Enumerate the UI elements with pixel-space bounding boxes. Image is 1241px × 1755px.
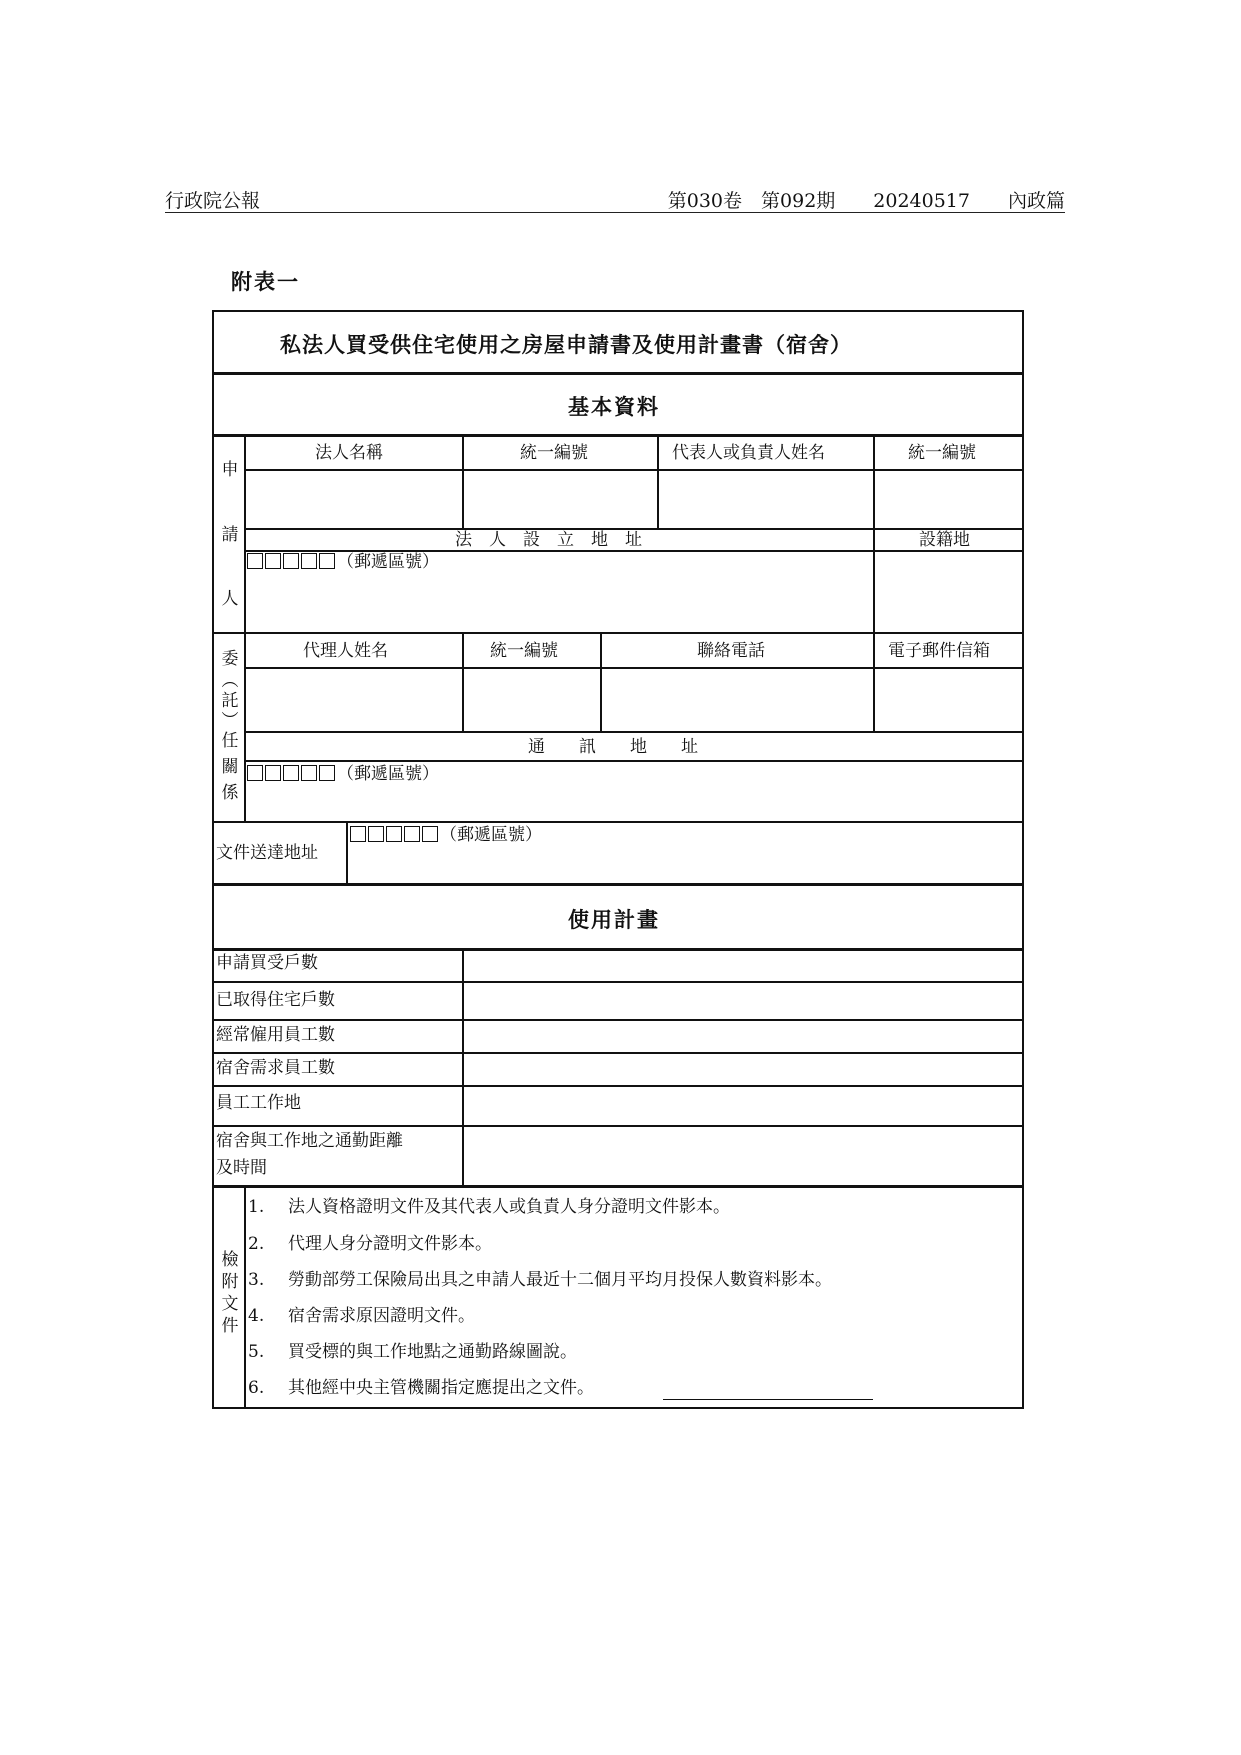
- postal-code-boxes: [350, 826, 542, 844]
- applicant-label-char: 申: [221, 460, 239, 480]
- divider: [244, 667, 1024, 669]
- postal-code-note: （郵遞區號）: [440, 825, 542, 845]
- divider: [346, 821, 348, 883]
- divider: [212, 434, 1024, 437]
- col-header-legal-name: 法人名稱: [315, 443, 383, 463]
- col-header-rep-tax-id: 統一編號: [908, 443, 976, 463]
- plan-row-label: 及時間: [216, 1158, 267, 1178]
- divider: [212, 1185, 1024, 1188]
- attachments-label-char: 附: [221, 1272, 239, 1292]
- attachments-label-char: 件: [221, 1316, 239, 1336]
- plan-row-label: 員工工作地: [216, 1093, 301, 1113]
- plan-row-label: 宿舍與工作地之通勤距離: [216, 1131, 403, 1151]
- divider: [244, 434, 246, 634]
- attachment-text: 勞動部勞工保險局出具之申請人最近十二個月平均月投保人數資料影本。: [288, 1270, 832, 1290]
- divider: [873, 632, 875, 732]
- plan-row-label: 宿舍需求員工數: [216, 1058, 335, 1078]
- attachment-text: 法人資格證明文件及其代表人或負責人身分證明文件影本。: [288, 1197, 730, 1217]
- agent-label-char: 關: [221, 757, 239, 777]
- divider: [212, 948, 1024, 951]
- annex-label: 附表一: [231, 269, 300, 294]
- attachment-number: 3.: [248, 1270, 265, 1290]
- postal-code-note: （郵遞區號）: [337, 552, 439, 572]
- postal-code-boxes: [247, 765, 439, 783]
- plan-row-label: 已取得住宅戶數: [216, 990, 335, 1010]
- col-header-contact-address: 通 訊 地 址: [528, 737, 698, 757]
- attachment-number: 6.: [248, 1378, 265, 1398]
- divider: [462, 948, 464, 1186]
- attachment-number: 2.: [248, 1234, 265, 1254]
- applicant-label-char: 人: [221, 589, 239, 609]
- attachment-number: 1.: [248, 1197, 265, 1217]
- divider: [212, 1085, 1024, 1087]
- col-header-agent-name: 代理人姓名: [303, 641, 388, 661]
- divider: [212, 981, 1024, 983]
- col-header-phone: 聯絡電話: [697, 641, 765, 661]
- section-basic-title: 基本資料: [568, 394, 660, 419]
- divider: [212, 1052, 1024, 1054]
- divider: [244, 760, 1024, 762]
- divider: [212, 821, 1024, 823]
- gazette-header: [165, 186, 1065, 213]
- divider: [212, 632, 1024, 634]
- col-header-representative: 代表人或負責人姓名: [672, 443, 825, 463]
- attachment-fill-in-line: [663, 1399, 873, 1400]
- divider: [212, 883, 1024, 886]
- divider: [657, 434, 659, 528]
- agent-label-char: 任: [221, 731, 239, 751]
- attachment-text: 其他經中央主管機關指定應提出之文件。: [288, 1378, 594, 1398]
- agent-label-char: ︵: [221, 671, 239, 691]
- agent-label-char: 係: [221, 783, 239, 803]
- attachments-label-char: 檢: [221, 1250, 239, 1270]
- divider: [244, 469, 1024, 471]
- attachments-label-char: 文: [221, 1294, 239, 1314]
- col-header-email: 電子郵件信箱: [888, 641, 990, 661]
- attachment-text: 宿舍需求原因證明文件。: [288, 1306, 475, 1326]
- applicant-label-char: 請: [221, 525, 239, 545]
- col-header-legal-address: 法 人 設 立 地 址: [455, 530, 642, 550]
- attachment-text: 代理人身分證明文件影本。: [288, 1234, 492, 1254]
- divider: [244, 632, 246, 822]
- divider: [244, 1185, 246, 1409]
- agent-label-char: 委: [221, 649, 239, 669]
- col-header-tax-id: 統一編號: [520, 443, 588, 463]
- divider: [244, 731, 1024, 733]
- divider: [212, 1019, 1024, 1021]
- divider: [212, 1125, 1024, 1127]
- attachment-number: 5.: [248, 1342, 265, 1362]
- agent-label-char: 託: [221, 691, 239, 711]
- attachment-number: 4.: [248, 1306, 265, 1326]
- delivery-address-label: 文件送達地址: [216, 843, 318, 863]
- postal-code-boxes: [247, 553, 439, 571]
- plan-row-label: 申請買受戶數: [216, 953, 318, 973]
- plan-row-label: 經常僱用員工數: [216, 1025, 335, 1045]
- divider: [600, 632, 602, 732]
- gazette-title: 行政院公報: [165, 190, 261, 212]
- form-title: 私法人買受供住宅使用之房屋申請書及使用計畫書（宿舍）: [280, 332, 852, 357]
- attachment-text: 買受標的與工作地點之通勤路線圖說。: [288, 1342, 577, 1362]
- agent-label-char: ︶: [221, 711, 239, 731]
- postal-code-note: （郵遞區號）: [337, 764, 439, 784]
- gazette-issue-info: 第030卷 第092期 20240517 內政篇: [667, 190, 1065, 212]
- section-plan-title: 使用計畫: [568, 907, 660, 932]
- divider: [462, 434, 464, 528]
- col-header-agent-tax-id: 統一編號: [490, 641, 558, 661]
- col-header-registry: 設籍地: [919, 530, 970, 550]
- divider: [462, 632, 464, 732]
- divider: [873, 434, 875, 634]
- divider: [212, 372, 1024, 375]
